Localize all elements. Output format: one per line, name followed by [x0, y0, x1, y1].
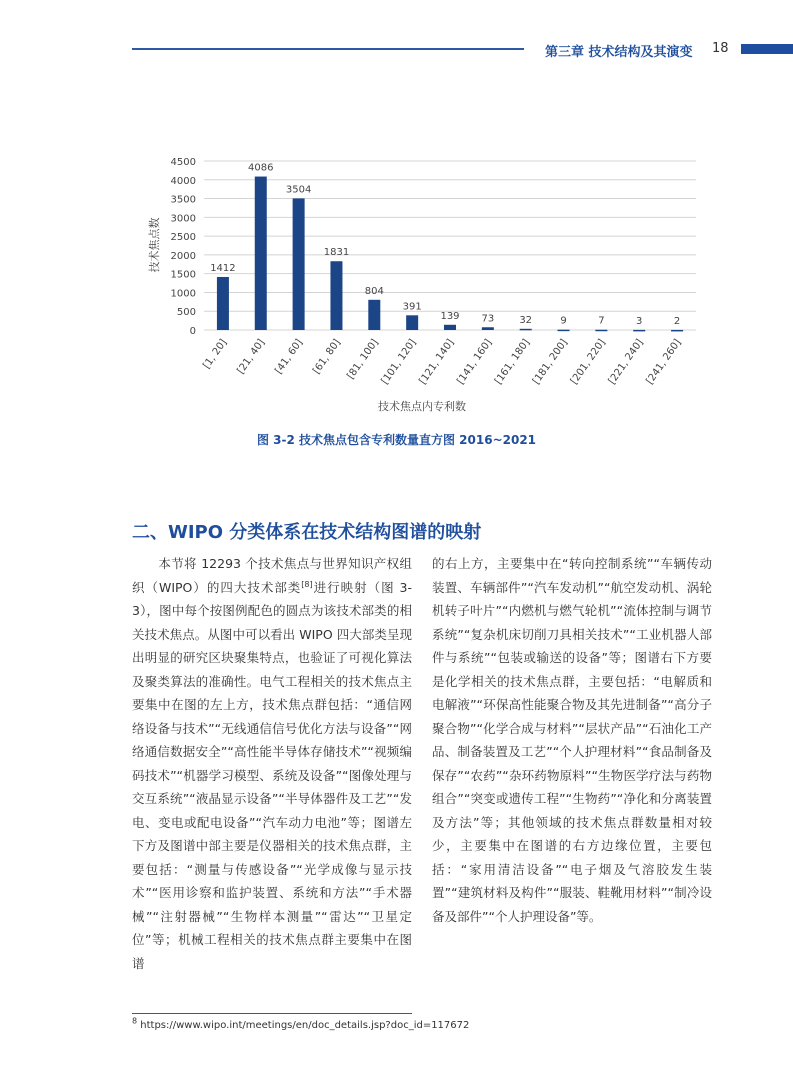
- x-tick-label: [21, 40]: [235, 337, 268, 377]
- body-column-left: [132, 552, 412, 975]
- y-tick-labels: [171, 157, 196, 337]
- x-tick-label: [181, 200]: [530, 337, 570, 387]
- y-axis-label: 技术焦点数: [148, 217, 161, 273]
- data-label: 139: [440, 310, 460, 322]
- bar: [482, 327, 494, 330]
- y-tick-label: 2500: [170, 232, 196, 244]
- bar: [406, 315, 418, 330]
- footnote-reference: [8]: [301, 579, 313, 589]
- footnote-number: 8: [132, 1016, 138, 1026]
- data-label: 3: [636, 315, 643, 327]
- x-tick-label: [161, 180]: [493, 337, 533, 387]
- page-number: 18: [712, 41, 729, 56]
- bar: [255, 177, 267, 330]
- body-text-left-part2: 进行映射（图 3-3），图中每个按图例配色的圆点为该技术部类的相关技术焦点。从图中可以看出 WIPO 四大部类呈现出明显的研究区块聚集特点，也验证了可视化算法及聚类算法的准确性。电气工程相关的技术焦点主要集中在图的左上方，技术焦点群包括：“通信网络设备与技术”“无线通信信号优化方法与设备”“网络通信数据安全”“高性能半导体存储技术”“视频编码技术”“机器学习模型、系统及设备”“图像处理与交互系统”“液晶显示设备”“半导体器件及工艺”“发电、变电或配电设备”“汽车动力电池”等；图谱左下方及图谱中部主要是仪器相关的技术焦点群，主要包括：“测量与传感设备”“光学成像与显示技术”“医用诊察和监护装置、系统和方法”“手术器械”“注射器械”“生物样本测量”“雷达”“卫星定位”等；机械工程相关的技术焦点群主要集中在图谱: [132, 579, 412, 971]
- data-label: 3504: [285, 184, 312, 196]
- y-tick-label: 4500: [170, 157, 196, 168]
- data-label: 7: [598, 315, 605, 327]
- header-rule: [132, 48, 524, 50]
- data-label: 804: [364, 285, 384, 297]
- bar: [633, 330, 645, 332]
- bar: [330, 261, 342, 330]
- footnote-url: https://www.wipo.int/meetings/en/doc_details.jsp?doc_id=117672: [140, 1020, 470, 1031]
- x-tick-label: [121, 140]: [417, 337, 457, 387]
- x-tick-label: [101, 120]: [379, 337, 419, 387]
- section-heading: 二、WIPO 分类体系在技术结构图谱的映射: [132, 522, 482, 543]
- y-tick-label: 1000: [170, 288, 196, 300]
- x-tick-label: [1, 20]: [201, 337, 230, 371]
- chart-gridlines: [204, 161, 696, 330]
- y-tick-label: 3000: [170, 213, 196, 225]
- x-axis-label: 技术焦点内专利数: [378, 400, 466, 413]
- data-label: 2: [673, 315, 681, 327]
- data-label: 1412: [210, 262, 236, 274]
- body-column-right: [432, 552, 712, 928]
- y-tick-label: 500: [176, 307, 196, 319]
- y-tick-label: 4000: [170, 175, 196, 187]
- data-label: 32: [519, 314, 533, 326]
- data-label: 1831: [323, 247, 350, 259]
- x-tick-labels: [201, 337, 683, 386]
- data-label: 9: [560, 315, 567, 327]
- bar: [368, 300, 380, 330]
- bar: [520, 329, 532, 331]
- body-text-right: 的右上方，主要集中在“转向控制系统”“车辆传动装置、车辆部件”“汽车发动机”“航空发动机、涡轮机转子叶片”“内燃机与燃气轮机”“流体控制与调节系统”“复杂机床切削刀具相关技术”“工业机器人部件与系统”“包装或输送的设备”等；图谱右下方要是化学相关的技术焦点群，主要包括：“电解质和电解液”“环保高性能聚合物及其先进制备”“高分子聚合物”“化学合成与材料”“层状产品”“石油化工产品、制备装置及工艺”“个人护理材料”“食品制备及保存”“农药”“杂环药物原料”“生物医学疗法与药物组合”“突变或遗传工程”“生物药”“净化和分离装置及方法”等；其他领域的技术焦点群数量相对较少，主要集中在图谱的右方边缘位置，主要包括：“家用清洁设备”“电子烟及气溶胶发生装置”“建筑材料及构件”“服装、鞋靴用材料”“制冷设备及部件”“个人护理设备”等。: [432, 556, 712, 924]
- x-tick-label: [61, 80]: [311, 337, 343, 377]
- x-tick-label: [201, 220]: [568, 337, 608, 387]
- data-label: 391: [402, 301, 422, 313]
- chapter-title: 第三章 技术结构及其演变: [545, 45, 693, 60]
- x-tick-label: [241, 260]: [644, 337, 684, 387]
- bar: [595, 330, 607, 332]
- patent-histogram-chart: [130, 145, 710, 425]
- bar: [671, 330, 683, 332]
- bar: [217, 277, 229, 330]
- data-labels: [210, 163, 680, 327]
- header-accent-bar: [741, 44, 793, 54]
- y-tick-label: 3500: [170, 194, 196, 206]
- bar: [558, 330, 570, 332]
- x-tick-label: [41, 60]: [273, 337, 306, 377]
- chart-bars: [217, 177, 683, 332]
- y-tick-label: 2000: [170, 250, 196, 262]
- y-tick-label: 0: [189, 326, 196, 337]
- footnote-rule: [132, 1013, 412, 1014]
- bar: [444, 325, 456, 330]
- body-text-left-part1: 本节将 12293 个技术焦点与世界知识产权组织（WIPO）的四大技术部类: [132, 556, 412, 595]
- y-tick-label: 1500: [170, 269, 196, 281]
- x-tick-label: [141, 160]: [455, 337, 495, 387]
- footnote: [132, 1016, 470, 1031]
- x-tick-label: [81, 100]: [345, 337, 381, 382]
- data-label: 4086: [248, 162, 274, 174]
- x-tick-label: [221, 240]: [606, 337, 646, 387]
- figure-caption: 图 3-2 技术焦点包含专利数量直方图 2016~2021: [256, 433, 537, 447]
- data-label: 73: [481, 313, 495, 325]
- bar: [293, 198, 305, 330]
